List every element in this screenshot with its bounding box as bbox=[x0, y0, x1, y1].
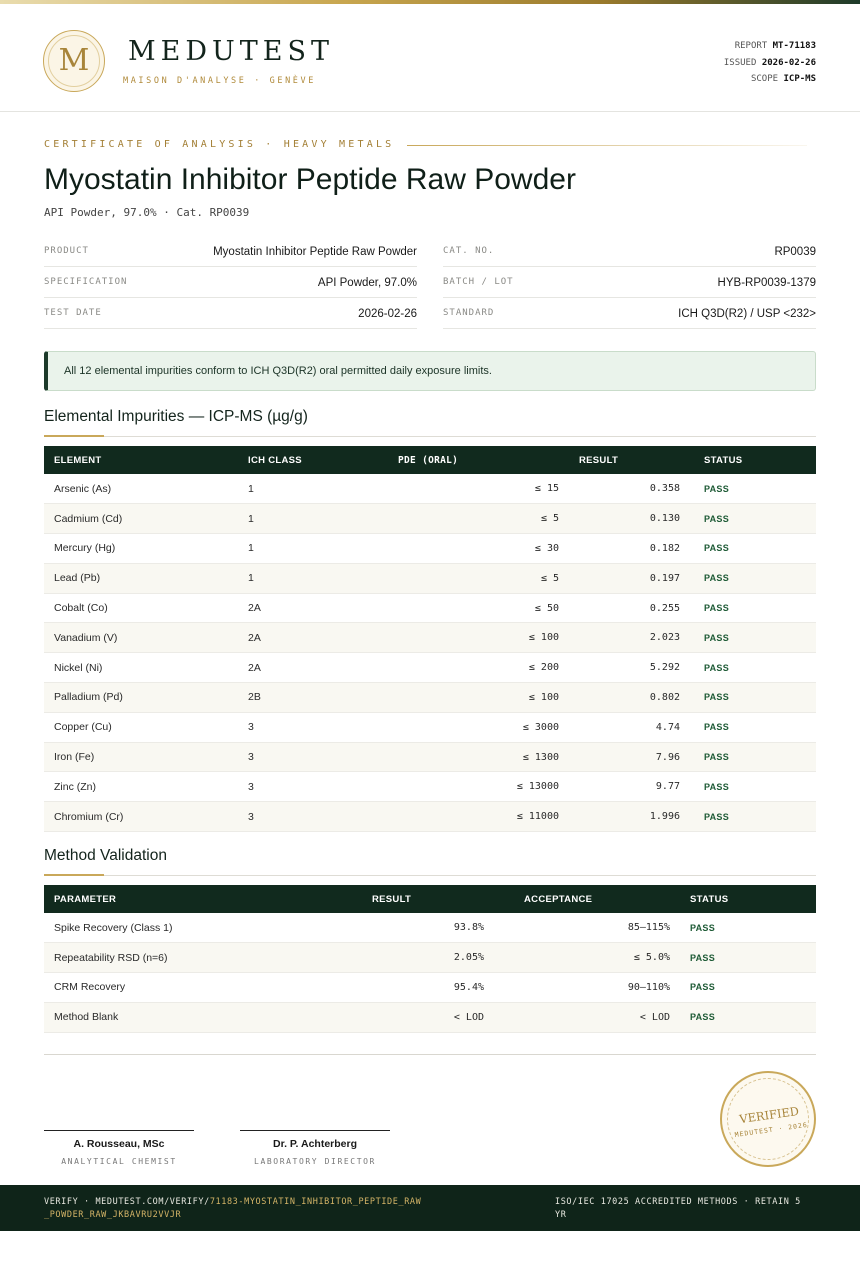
cell-pde: ≤ 50 bbox=[368, 593, 569, 623]
section-rule bbox=[44, 875, 816, 876]
cell-status: PASS bbox=[690, 772, 816, 802]
cell-status: PASS bbox=[690, 742, 816, 772]
cell-result: 0.130 bbox=[569, 504, 690, 534]
cell-ich-class: 2A bbox=[238, 593, 368, 623]
cell-pde: ≤ 13000 bbox=[368, 772, 569, 802]
detail-label: PRODUCT bbox=[44, 246, 89, 256]
table-row bbox=[44, 712, 816, 742]
table-row bbox=[44, 943, 816, 973]
detail-label: SPECIFICATION bbox=[44, 277, 128, 287]
brand-tagline: MAISON D'ANALYSE · GENÈVE bbox=[123, 76, 316, 86]
cell-result: 0.358 bbox=[569, 474, 690, 504]
section-rule bbox=[44, 436, 816, 437]
cell-result: 0.802 bbox=[569, 683, 690, 713]
footer bbox=[0, 1185, 860, 1231]
table-row bbox=[44, 772, 816, 802]
cell-ich-class: 1 bbox=[238, 563, 368, 593]
cell-status: PASS bbox=[690, 802, 816, 832]
issued-date: 2026-02-26 bbox=[761, 57, 816, 68]
table-row bbox=[44, 802, 816, 832]
detail-product bbox=[44, 236, 417, 267]
cell-pde: ≤ 11000 bbox=[368, 802, 569, 832]
issued-line bbox=[724, 55, 816, 72]
detail-label: CAT. NO. bbox=[443, 246, 495, 256]
cell-pde: ≤ 30 bbox=[368, 534, 569, 564]
verified-seal bbox=[720, 1071, 816, 1167]
cell-result: 95.4% bbox=[344, 973, 494, 1003]
cell-status: PASS bbox=[690, 623, 816, 653]
cell-acceptance: ≤ 5.0% bbox=[494, 943, 680, 973]
cell-status: PASS bbox=[680, 943, 816, 973]
cell-parameter: Repeatability RSD (n=6) bbox=[44, 943, 344, 973]
detail-batch-lot bbox=[443, 267, 816, 298]
signatory-role: ANALYTICAL CHEMIST bbox=[61, 1157, 177, 1166]
cell-ich-class: 2A bbox=[238, 653, 368, 683]
conformance-notice bbox=[44, 351, 816, 391]
cell-status: PASS bbox=[690, 534, 816, 564]
scope-line bbox=[724, 71, 816, 88]
table-row bbox=[44, 504, 816, 534]
cell-ich-class: 1 bbox=[238, 504, 368, 534]
cell-status: PASS bbox=[690, 474, 816, 504]
cell-ich-class: 1 bbox=[238, 534, 368, 564]
col-header-status: STATUS bbox=[704, 454, 743, 466]
detail-cat-no bbox=[443, 236, 816, 267]
cell-element: Vanadium (V) bbox=[44, 623, 238, 653]
section-accent bbox=[44, 874, 104, 876]
page-subtitle: API Powder, 97.0% · Cat. RP0039 bbox=[44, 206, 250, 219]
section-accent bbox=[44, 435, 104, 437]
detail-value: HYB-RP0039-1379 bbox=[717, 277, 816, 289]
cell-ich-class: 3 bbox=[238, 772, 368, 802]
scope-value: ICP-MS bbox=[783, 74, 816, 84]
logo-monogram: M bbox=[58, 43, 90, 78]
page-title: Myostatin Inhibitor Peptide Raw Powder bbox=[44, 163, 576, 196]
cell-element: Cobalt (Co) bbox=[44, 593, 238, 623]
table-row bbox=[44, 973, 816, 1003]
table-header-row bbox=[44, 446, 816, 474]
cell-parameter: Method Blank bbox=[44, 1002, 344, 1032]
cell-ich-class: 3 bbox=[238, 712, 368, 742]
table-row bbox=[44, 653, 816, 683]
cell-result: 7.96 bbox=[569, 742, 690, 772]
detail-value: RP0039 bbox=[774, 246, 816, 258]
cell-element: Iron (Fe) bbox=[44, 742, 238, 772]
cell-pde: ≤ 100 bbox=[368, 683, 569, 713]
validation-table bbox=[44, 885, 816, 1033]
col-header-element: ELEMENT bbox=[54, 454, 102, 466]
cell-element: Zinc (Zn) bbox=[44, 772, 238, 802]
accreditation-note: ISO/IEC 17025 ACCREDITED METHODS · RETAIN 5 YR bbox=[555, 1197, 801, 1220]
cell-status: PASS bbox=[680, 1002, 816, 1032]
col-header-result: RESULT bbox=[579, 454, 619, 466]
report-meta bbox=[724, 38, 816, 88]
detail-label: BATCH / LOT bbox=[443, 277, 514, 287]
signatory-name: A. Rousseau, MSc bbox=[73, 1138, 165, 1150]
detail-value: API Powder, 97.0% bbox=[317, 277, 417, 289]
cell-parameter: CRM Recovery bbox=[44, 973, 344, 1003]
cell-element: Lead (Pb) bbox=[44, 563, 238, 593]
table-row bbox=[44, 913, 816, 943]
cell-element: Mercury (Hg) bbox=[44, 534, 238, 564]
cell-result: 5.292 bbox=[569, 653, 690, 683]
cell-pde: ≤ 200 bbox=[368, 653, 569, 683]
cell-element: Chromium (Cr) bbox=[44, 802, 238, 832]
signature-chemist bbox=[44, 1130, 194, 1166]
detail-test-date bbox=[44, 298, 417, 329]
detail-label: STANDARD bbox=[443, 308, 495, 318]
report-label: REPORT bbox=[734, 41, 768, 51]
col-header-pde: PDE (ORAL) bbox=[398, 454, 459, 466]
cell-pde: ≤ 1300 bbox=[368, 742, 569, 772]
notice-text: All 12 elemental impurities conform to ICH Q3D(R2) oral permitted daily exposure limits. bbox=[64, 365, 492, 377]
table-row bbox=[44, 683, 816, 713]
cell-acceptance: 85–115% bbox=[494, 913, 680, 943]
cell-ich-class: 2B bbox=[238, 683, 368, 713]
cell-ich-class: 3 bbox=[238, 802, 368, 832]
cell-status: PASS bbox=[690, 712, 816, 742]
cell-element: Nickel (Ni) bbox=[44, 653, 238, 683]
col-header-status: STATUS bbox=[690, 893, 729, 905]
validation-section-title: Method Validation bbox=[44, 847, 167, 864]
seal-subtext: MEDUTEST · 2026 bbox=[734, 1120, 809, 1140]
cell-acceptance: 90–110% bbox=[494, 973, 680, 1003]
brand-name: MEDUTEST bbox=[128, 36, 334, 67]
detail-value: 2026-02-26 bbox=[358, 308, 417, 320]
cell-pde: ≤ 5 bbox=[368, 563, 569, 593]
table-row bbox=[44, 474, 816, 504]
seal-text: VERIFIED bbox=[738, 1103, 800, 1127]
certificate-eyebrow: CERTIFICATE OF ANALYSIS · HEAVY METALS bbox=[44, 139, 395, 150]
cell-result: 4.74 bbox=[569, 712, 690, 742]
brand-logo bbox=[43, 30, 105, 92]
detail-value: Myostatin Inhibitor Peptide Raw Powder bbox=[213, 246, 417, 258]
table-row bbox=[44, 593, 816, 623]
cell-pde: ≤ 15 bbox=[368, 474, 569, 504]
cell-element: Cadmium (Cd) bbox=[44, 504, 238, 534]
issued-label: ISSUED bbox=[723, 57, 757, 68]
cell-status: PASS bbox=[690, 504, 816, 534]
cell-status: PASS bbox=[690, 593, 816, 623]
cell-pde: ≤ 100 bbox=[368, 623, 569, 653]
col-header-result: RESULT bbox=[372, 893, 412, 905]
col-header-acceptance: ACCEPTANCE bbox=[524, 893, 593, 905]
detail-label: TEST DATE bbox=[44, 308, 102, 318]
cell-ich-class: 2A bbox=[238, 623, 368, 653]
cell-acceptance: < LOD bbox=[494, 1002, 680, 1032]
table-row bbox=[44, 563, 816, 593]
cell-result: 2.05% bbox=[344, 943, 494, 973]
cell-result: 0.255 bbox=[569, 593, 690, 623]
eyebrow-divider bbox=[407, 145, 807, 146]
cell-status: PASS bbox=[690, 563, 816, 593]
signatory-name: Dr. P. Achterberg bbox=[272, 1138, 358, 1150]
cell-pde: ≤ 3000 bbox=[368, 712, 569, 742]
table-row bbox=[44, 534, 816, 564]
report-number-line bbox=[724, 38, 816, 55]
cell-parameter: Spike Recovery (Class 1) bbox=[44, 913, 344, 943]
cell-status: PASS bbox=[680, 973, 816, 1003]
table-row bbox=[44, 742, 816, 772]
signatory-role: LABORATORY DIRECTOR bbox=[254, 1157, 376, 1166]
cell-result: 0.182 bbox=[569, 534, 690, 564]
cell-result: 9.77 bbox=[569, 772, 690, 802]
cell-ich-class: 1 bbox=[238, 474, 368, 504]
impurities-table bbox=[44, 446, 816, 832]
cell-pde: ≤ 5 bbox=[368, 504, 569, 534]
verify-link[interactable] bbox=[44, 1196, 424, 1221]
verify-code: 71183-MYOSTATIN_INHIBITOR_PEPTIDE_RAW_POWDER_RAW_JKBAVRU2VVJR bbox=[44, 1197, 422, 1220]
detail-specification bbox=[44, 267, 417, 298]
cell-element: Arsenic (As) bbox=[44, 474, 238, 504]
detail-standard bbox=[443, 298, 816, 329]
cell-result: 93.8% bbox=[344, 913, 494, 943]
cell-ich-class: 3 bbox=[238, 742, 368, 772]
table-row bbox=[44, 623, 816, 653]
signature-director bbox=[240, 1130, 390, 1166]
cell-status: PASS bbox=[690, 653, 816, 683]
seal-graphic bbox=[722, 1073, 818, 1169]
detail-value: ICH Q3D(R2) / USP <232> bbox=[678, 308, 816, 320]
cell-status: PASS bbox=[690, 683, 816, 713]
table-row bbox=[44, 1002, 816, 1032]
table-header-row bbox=[44, 885, 816, 913]
cell-result: < LOD bbox=[344, 1002, 494, 1032]
header bbox=[0, 4, 860, 112]
report-number: MT-71183 bbox=[772, 41, 816, 51]
cell-status: PASS bbox=[680, 913, 816, 943]
verify-prefix: VERIFY · MEDUTEST.COM/VERIFY/ bbox=[44, 1197, 210, 1207]
cell-result: 1.996 bbox=[569, 802, 690, 832]
cell-element: Palladium (Pd) bbox=[44, 683, 238, 713]
cell-result: 2.023 bbox=[569, 623, 690, 653]
signature-divider bbox=[44, 1054, 816, 1055]
cell-element: Copper (Cu) bbox=[44, 712, 238, 742]
cell-result: 0.197 bbox=[569, 563, 690, 593]
scope-label: SCOPE bbox=[750, 74, 779, 84]
impurities-section-title: Elemental Impurities — ICP-MS (µg/g) bbox=[44, 408, 308, 425]
col-header-class: ICH CLASS bbox=[248, 454, 302, 466]
col-header-parameter: PARAMETER bbox=[54, 893, 117, 905]
